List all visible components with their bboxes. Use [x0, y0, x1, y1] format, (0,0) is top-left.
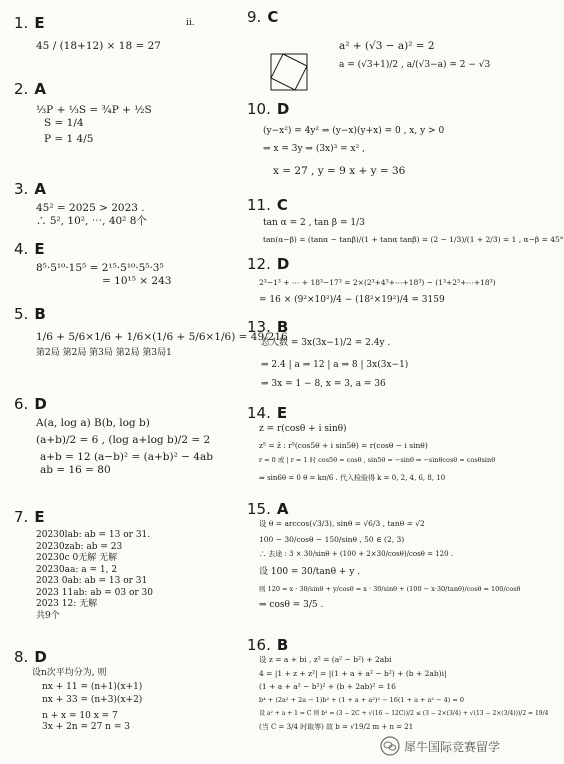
square-diagram	[269, 52, 309, 92]
question-11	[247, 196, 564, 245]
question-number: 12.	[247, 255, 271, 273]
question-14	[247, 404, 495, 484]
answer-letter: E	[34, 508, 45, 526]
work-line: ⇒ sin6θ = 0 θ = kπ/6 . 代入检验得 k = 0, 2, 4, 6, 8, 10	[259, 473, 446, 482]
question-number: 8.	[14, 648, 29, 666]
work-line: 4 = |1 + z + z²| = |(1 + a + a² − b²) + (b + 2ab)i|	[259, 668, 447, 678]
work-line: 100 − 30/cosθ − 150/sinθ , 50 ∈ (2, 3)	[259, 534, 405, 544]
question-number: 11.	[247, 196, 271, 214]
question-15	[247, 500, 520, 611]
right-column	[245, 0, 564, 764]
answer-letter: D	[34, 395, 47, 413]
work-line: 2023 0ab: ab = 13 or 31	[36, 576, 148, 586]
work-line: P = 1 4/5	[44, 133, 94, 145]
work-line: nx + 33 = (n+3)(x+2)	[42, 695, 143, 705]
question-3	[14, 180, 147, 228]
answer-letter: D	[34, 648, 47, 666]
work-line: 3x + 2n = 27 n = 3	[42, 722, 130, 732]
work-line: nx + 11 = (n+1)(x+1)	[42, 681, 143, 692]
question-4	[14, 240, 171, 288]
question-7	[14, 508, 153, 622]
question-1	[14, 14, 161, 53]
question-12	[247, 255, 496, 306]
work-line: 20230zab: ab = 23	[36, 541, 123, 552]
work-line: ∴ 去途 : 3 × 30/sinθ + (100 + 2×30/cosθ)/cosθ = 120 .	[259, 550, 454, 558]
question-number: 9.	[247, 8, 262, 26]
work-line: a = (√3+1)/2 , a/(√3−a) = 2 − √3	[339, 60, 491, 70]
question-8	[14, 648, 142, 734]
work-line: 8⁵·5¹⁰·15⁵ = 2¹⁵·5¹⁰·5⁵·3⁵	[36, 262, 164, 274]
work-line: ⇒ 3x = 1 − 8, x = 3, a = 36	[261, 379, 386, 389]
work-line: 20230c 0无解 无解	[36, 553, 118, 563]
question-number: 6.	[14, 395, 29, 413]
work-line: 45 / (18+12) × 18 = 27	[36, 40, 161, 52]
work-line: 设 100 = 30/tanθ + y .	[259, 566, 361, 577]
work-line: S = 1/4	[44, 117, 84, 129]
work-line: x = 27 , y = 9 x + y = 36	[273, 165, 406, 177]
question-2	[14, 80, 152, 146]
question-number: 3.	[14, 180, 29, 198]
work-line: r = 0 或 | r = 1 时 cos5θ = cosθ , sin5θ = −sinθ ⇒ −sinθcosθ = cosθsinθ	[259, 456, 496, 464]
work-line: 设 z = a + bi , z² = (a² − b²) + 2abi	[259, 655, 392, 664]
work-line: 第2局 第2局 第3局 第2局 第3局1	[36, 348, 172, 358]
work-line: a² + (√3 − a)² = 2	[339, 40, 435, 52]
work-line: (1 + a + a² − b²)² + (b + 2ab)² = 16	[259, 682, 396, 691]
work-line: ∴ 5², 10², ⋯, 40² 8个	[36, 215, 147, 227]
question-number: 7.	[14, 508, 29, 526]
work-line: ⇒ x = 3y ⇒ (3x)³ = x² ,	[263, 143, 365, 154]
question-number: 14.	[247, 404, 271, 422]
answer-letter: B	[34, 305, 46, 323]
question-number: 10.	[247, 100, 271, 118]
question-number: 15.	[247, 500, 271, 518]
question-10	[247, 100, 444, 178]
work-line: tan(α−β) = (tanα − tanβ)/(1 + tanα tanβ) = (2 − 1/3)/(1 + 2/3) = 1 , α−β = 45°	[263, 234, 564, 244]
work-line: 45² = 2025 > 2023 .	[36, 202, 145, 214]
answer-letter: C	[276, 196, 288, 214]
watermark-text: 犀牛国际竞赛留学	[404, 739, 501, 754]
work-line: 2023 11ab: ab = 03 or 30	[36, 587, 153, 598]
answer-letter: E	[34, 240, 45, 258]
question-number: 4.	[14, 240, 29, 258]
work-line: (a+b)/2 = 6 , (log a+log b)/2 = 2	[36, 434, 211, 446]
work-line: ⇒ cosθ = 3/5 .	[259, 599, 324, 610]
work-line: ab = 16 = 80	[40, 464, 111, 476]
header-mark: ⅱ.	[186, 18, 195, 28]
question-6	[14, 395, 213, 477]
question-number: 1.	[14, 14, 29, 32]
work-line: A(a, log a) B(b, log b)	[36, 417, 150, 429]
wechat-icon	[380, 736, 400, 756]
answer-letter: E	[34, 14, 45, 32]
work-line: tan α = 2 , tan β = 1/3	[263, 218, 365, 228]
question-16	[247, 636, 548, 733]
work-line: 20230lab: ab = 13 or 31.	[36, 530, 151, 540]
answer-letter: A	[276, 500, 289, 518]
work-line: a+b = 12 (a−b)² = (a+b)² − 4ab	[40, 451, 213, 463]
work-line: 设 a² + a + 1 = C 则 b² = (3 − 2C + √(16 − 12C))/2 ≤ (3 − 2×(3/4) + √(13 − 2×(3/4)))/2 = 19/4	[259, 710, 549, 717]
answer-letter: B	[276, 318, 289, 336]
work-line: 1/6 + 5/6×1/6 + 1/6×(1/6 + 5/6×1/6) = 49/216	[36, 331, 288, 343]
watermark	[380, 735, 500, 757]
question-number: 16.	[247, 636, 271, 654]
work-line: 2³−1³ + ⋯ + 18³−17³ = 2×(2³+4³+⋯+18³) − (1³+2³+⋯+18³)	[259, 278, 496, 287]
work-line: 20230aa: a = 1, 2	[36, 564, 118, 575]
work-line: 设 θ = arccos(√3/3), sinθ = √6/3 , tanθ = √2	[259, 519, 425, 528]
work-line: 设n次平均分为, 则	[32, 668, 107, 678]
question-9	[247, 8, 491, 70]
work-line: ⇒ 2.4 | a ⇒ 12 | a ⇒ 8 | 3x(3x−1)	[261, 359, 409, 370]
work-line: ⅓P + ⅓S = ¾P + ½S	[36, 104, 152, 116]
answer-letter: C	[267, 8, 279, 26]
question-number: 5.	[14, 305, 29, 323]
answer-letter: A	[34, 180, 46, 198]
work-line: z = r(cosθ + i sinθ)	[259, 424, 347, 434]
work-line: (当 C = 3/4 时取等) 故 b = √19/2 m + n = 21	[259, 722, 414, 731]
answer-letter: A	[34, 80, 46, 98]
question-13	[247, 318, 408, 391]
work-line: 2023 12: 无解	[36, 599, 98, 609]
work-line: = 10¹⁵ × 243	[102, 275, 172, 287]
work-line: (y−x²) = 4y² ⇒ (y−x)(y+x) = 0 , x, y > 0	[263, 126, 445, 136]
work-line: 总人数 = 3x(3x−1)/2 = 2.4y .	[261, 338, 391, 348]
work-line: z⁵ = z̄ : r⁵(cos5θ + i sin5θ) = r(cosθ − i sinθ)	[259, 440, 428, 450]
answer-letter: D	[276, 255, 290, 273]
answer-letter: B	[276, 636, 289, 654]
work-line: n + x = 10 x = 7	[42, 710, 118, 721]
work-line: 共9个	[36, 610, 60, 621]
answer-letter: E	[276, 404, 288, 422]
answer-letter: D	[276, 100, 290, 118]
work-line: 则 120 = x · 30/sinθ + y/cosθ = x · 30/sinθ + (100 − x·30/tanθ)/cosθ = 100/cosθ	[259, 585, 521, 593]
work-line: = 16 × (9²×10²)/4 − (18²×19²)/4 = 3159	[259, 294, 445, 305]
work-line: b⁴ + (2a² + 2a − 1)b² + (1 + a + a²)² − 16(1 + a + a² − 4) = 0	[259, 695, 465, 704]
question-number: 13.	[247, 318, 271, 336]
question-number: 2.	[14, 80, 29, 98]
